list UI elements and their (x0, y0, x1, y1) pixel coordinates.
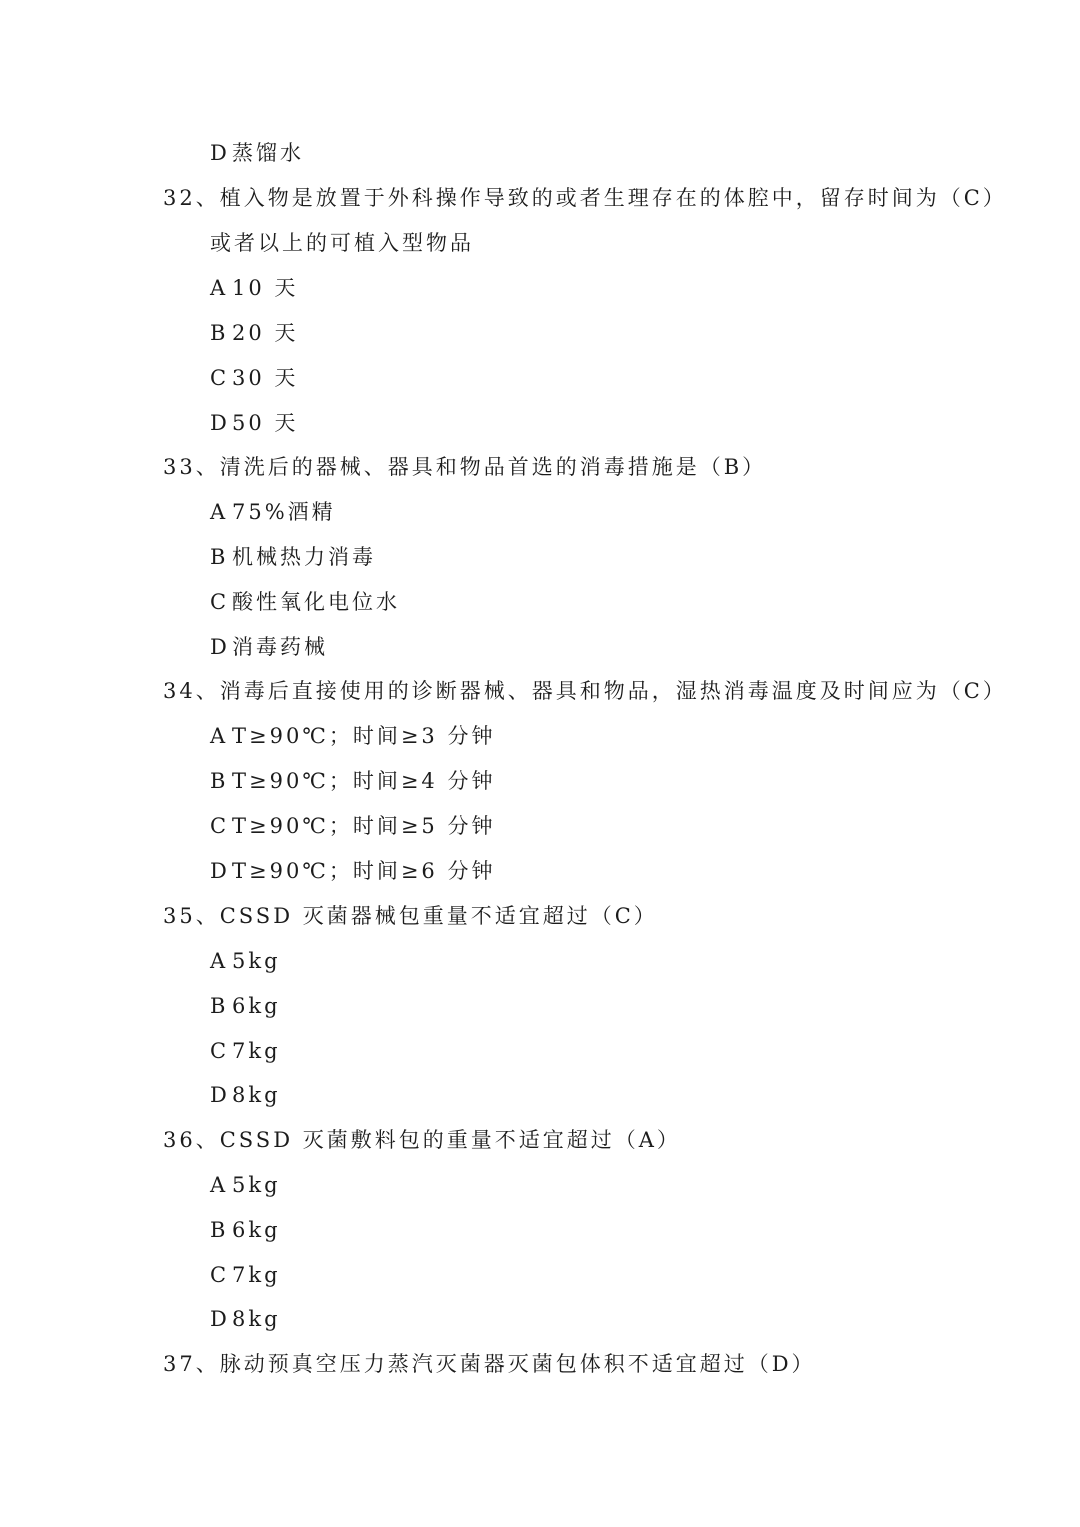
option-letter: B (210, 994, 226, 1018)
option-text: 6kg (232, 1218, 281, 1242)
option-letter: A (210, 1173, 226, 1197)
option-letter: D (210, 141, 227, 165)
option-letter: A (210, 724, 226, 748)
question-35: 35、CSSD 灭菌器械包重量不适宜超过（C） (163, 904, 658, 928)
option-text: 5kg (232, 949, 281, 973)
option-line (210, 1171, 281, 1199)
option-letter: B (210, 545, 226, 569)
option-line (210, 992, 281, 1020)
option-line (210, 812, 495, 840)
option-text: 20 天 (232, 321, 299, 345)
option-line (210, 633, 328, 661)
option-text: 30 天 (232, 366, 299, 390)
option-text: 5kg (232, 1173, 281, 1197)
option-text: 50 天 (232, 411, 299, 435)
option-letter: A (210, 276, 226, 300)
option-letter: D (210, 859, 227, 883)
option-text: T≥90℃；时间≥5 分钟 (232, 814, 496, 838)
option-letter: C (210, 814, 227, 838)
option-line (210, 1037, 281, 1065)
option-text: 6kg (232, 994, 281, 1018)
option-line (210, 722, 495, 750)
question-36: 36、CSSD 灭菌敷料包的重量不适宜超过（A） (163, 1128, 681, 1152)
option-line (210, 498, 336, 526)
option-line (210, 857, 495, 885)
option-text: 机械热力消毒 (232, 545, 376, 569)
option-letter: C (210, 1263, 227, 1287)
option-text: T≥90℃；时间≥6 分钟 (232, 859, 496, 883)
option-text: 75%酒精 (232, 500, 336, 524)
option-line (210, 543, 376, 571)
option-letter: A (210, 949, 226, 973)
option-text: T≥90℃；时间≥4 分钟 (232, 769, 496, 793)
option-line (210, 1081, 281, 1109)
option-letter: B (210, 1218, 226, 1242)
option-letter: D (210, 635, 227, 659)
option-text: 蒸馏水 (232, 141, 304, 165)
question-34: 34、消毒后直接使用的诊断器械、器具和物品，湿热消毒温度及时间应为（C） (163, 679, 1007, 703)
option-line (210, 364, 298, 392)
question-32: 32、植入物是放置于外科操作导致的或者生理存在的体腔中，留存时间为（C） (163, 186, 1007, 210)
option-line (210, 319, 298, 347)
option-line (210, 139, 304, 167)
option-line (210, 767, 495, 795)
option-letter: D (210, 1307, 227, 1331)
option-letter: C (210, 366, 227, 390)
option-letter: B (210, 321, 226, 345)
option-line (210, 1305, 281, 1333)
option-line (210, 1216, 281, 1244)
option-text: 酸性氧化电位水 (232, 590, 400, 614)
option-letter: C (210, 1039, 227, 1063)
option-text: 8kg (232, 1307, 281, 1331)
option-line (210, 947, 281, 975)
option-text: 8kg (232, 1083, 281, 1107)
option-letter: D (210, 411, 227, 435)
option-letter: D (210, 1083, 227, 1107)
option-text: T≥90℃；时间≥3 分钟 (232, 724, 496, 748)
option-text: 消毒药械 (232, 635, 328, 659)
option-letter: B (210, 769, 226, 793)
option-text: 10 天 (232, 276, 299, 300)
option-letter: C (210, 590, 227, 614)
option-text: 7kg (232, 1263, 281, 1287)
option-line (210, 1261, 281, 1289)
question-32-continuation: 或者以上的可植入型物品 (210, 231, 474, 255)
option-line (210, 588, 400, 616)
question-37: 37、脉动预真空压力蒸汽灭菌器灭菌包体积不适宜超过（D） (163, 1352, 816, 1376)
option-letter: A (210, 500, 226, 524)
option-line (210, 409, 298, 437)
option-line (210, 274, 298, 302)
option-text: 7kg (232, 1039, 281, 1063)
question-33: 33、清洗后的器械、器具和物品首选的消毒措施是（B） (163, 455, 767, 479)
